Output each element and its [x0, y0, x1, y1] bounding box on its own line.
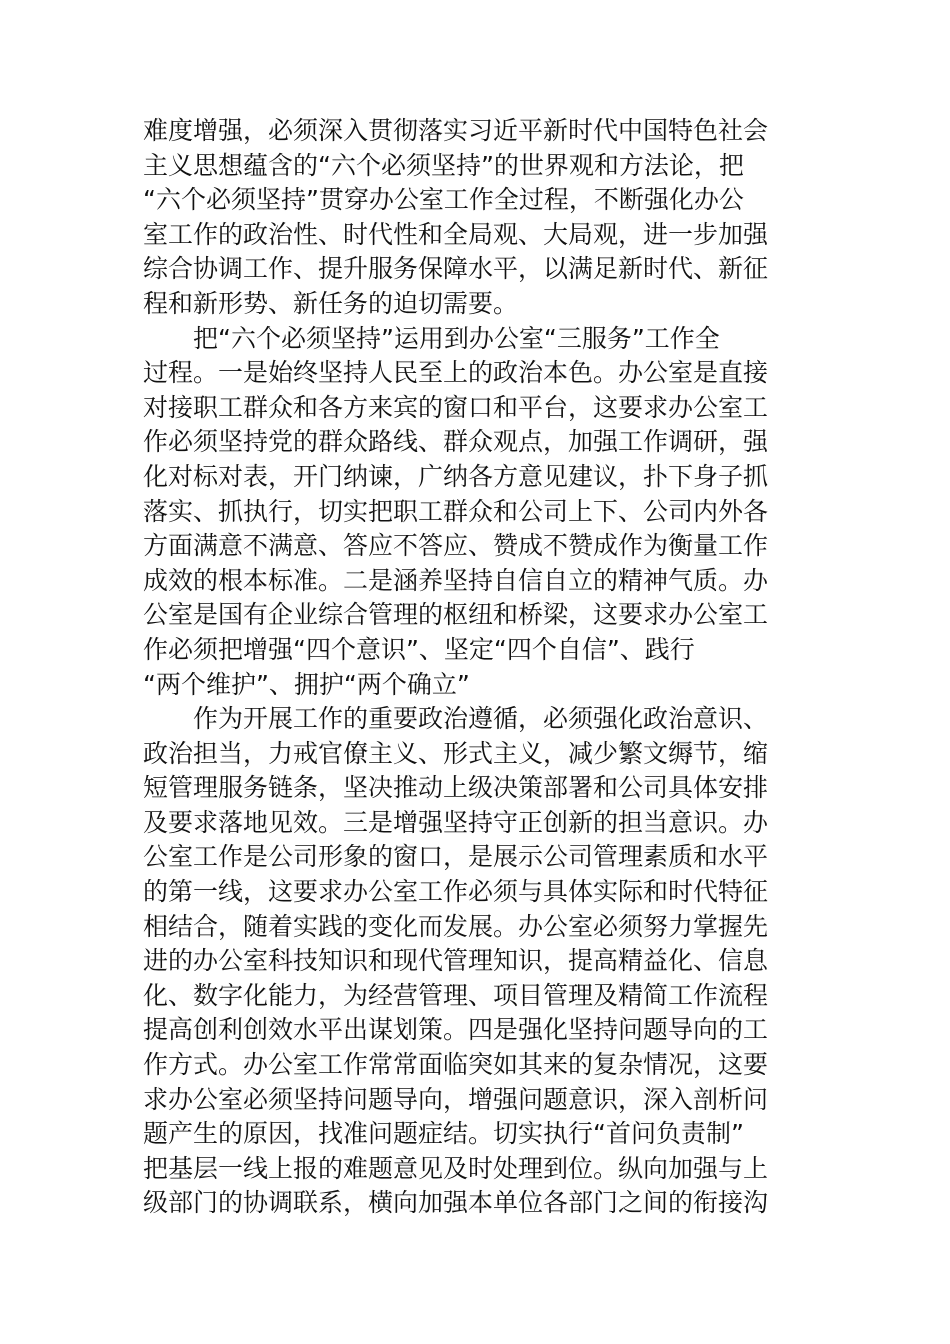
text-line: 作必须把增强“四个意识”、坚定“四个自信”、践行	[143, 634, 695, 664]
text-line: 室工作的政治性、时代性和全局观、大局观，进一步加强	[143, 219, 769, 249]
text-line: 作方式。办公室工作常常面临突如其来的复杂情况，这要	[143, 1050, 769, 1080]
text-line: 方面满意不满意、答应不答应、赞成不赞成作为衡量工作	[143, 531, 769, 561]
text-line: 作必须坚持党的群众路线、群众观点，加强工作调研，强	[143, 427, 769, 457]
text-line: 综合协调工作、提升服务保障水平，以满足新时代、新征	[143, 254, 769, 284]
text-line: 级部门的协调联系，横向加强本单位各部门之间的衔接沟	[143, 1188, 769, 1218]
text-line: 政治担当，力戒官僚主义、形式主义，减少繁文缛节，缩	[143, 738, 769, 768]
text-line: 主义思想蕴含的“六个必须坚持”的世界观和方法论，把	[143, 150, 744, 180]
text-line: 求办公室必须坚持问题导向，增强问题意识，深入剖析问	[143, 1084, 769, 1114]
text-line: 题产生的原因，找准问题症结。切实执行“首问负责制”	[143, 1119, 744, 1149]
text-line: 提高创利创效水平出谋划策。四是强化坚持问题导向的工	[143, 1015, 769, 1045]
text-line: 把基层一线上报的难题意见及时处理到位。纵向加强与上	[143, 1153, 769, 1183]
text-line: 短管理服务链条，坚决推动上级决策部署和公司具体安排	[143, 773, 769, 803]
text-line: 过程。一是始终坚持人民至上的政治本色。办公室是直接	[143, 358, 769, 388]
text-line: 及要求落地见效。三是增强坚持守正创新的担当意识。办	[143, 807, 769, 837]
text-line: 程和新形势、新任务的迫切需要。	[143, 288, 519, 318]
text-line: 成效的根本标准。二是涵养坚持自信自立的精神气质。办	[143, 565, 769, 595]
text-line: “两个维护”、拥护“两个确立”	[143, 669, 470, 699]
text-line: 进的办公室科技知识和现代管理知识，提高精益化、信息	[143, 946, 769, 976]
text-line: 作为开展工作的重要政治遵循，必须强化政治意识、	[143, 704, 769, 734]
text-line: 化、数字化能力，为经营管理、项目管理及精简工作流程	[143, 980, 769, 1010]
body-text	[143, 114, 807, 1221]
text-line: 落实、抓执行，切实把职工群众和公司上下、公司内外各	[143, 496, 769, 526]
text-line: “六个必须坚持”贯穿办公室工作全过程，不断强化办公	[143, 185, 744, 215]
text-line: 把“六个必须坚持”运用到办公室“三服务”工作全	[143, 323, 720, 353]
text-line: 公室是国有企业综合管理的枢纽和桥梁，这要求办公室工	[143, 600, 769, 630]
text-line: 相结合，随着实践的变化而发展。办公室必须努力掌握先	[143, 911, 769, 941]
text-line: 公室工作是公司形象的窗口，是展示公司管理素质和水平	[143, 842, 769, 872]
text-line: 的第一线，这要求办公室工作必须与具体实际和时代特征	[143, 877, 769, 907]
text-line: 难度增强，必须深入贯彻落实习近平新时代中国特色社会	[143, 116, 769, 145]
text-line: 对接职工群众和各方来宾的窗口和平台，这要求办公室工	[143, 392, 769, 422]
text-line: 化对标对表，开门纳谏，广纳各方意见建议，扑下身子抓	[143, 461, 769, 491]
